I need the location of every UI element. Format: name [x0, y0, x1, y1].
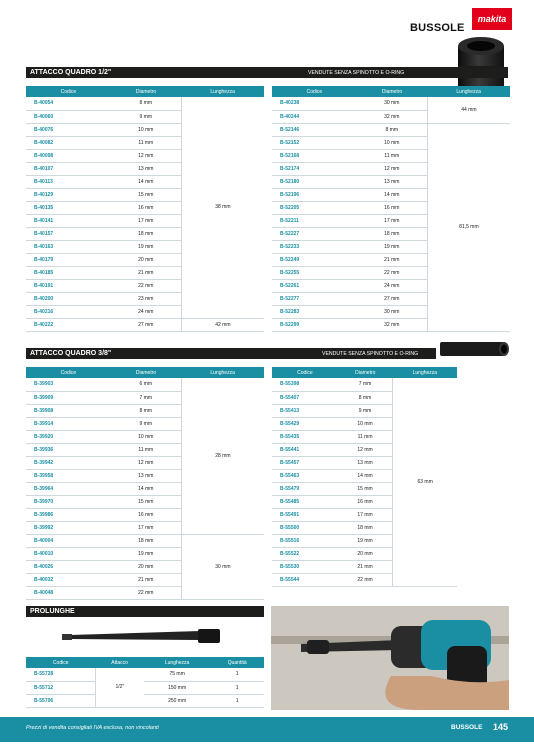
code-cell: B-52205: [272, 201, 357, 214]
diameter-cell: 19 mm: [357, 240, 428, 253]
diameter-cell: 27 mm: [357, 292, 428, 305]
table-3-8-right: [272, 367, 457, 587]
code-cell: B-40244: [272, 110, 357, 123]
table-prolunghe: [26, 657, 264, 708]
diameter-cell: 12 mm: [111, 456, 182, 469]
diameter-cell: 10 mm: [338, 417, 393, 430]
length-cell: 81,5 mm: [427, 123, 510, 331]
length-cell: 150 mm: [144, 681, 211, 694]
code-cell: B-55479: [272, 482, 338, 495]
column-header: Codice: [272, 86, 357, 97]
code-cell: B-39909: [26, 391, 111, 404]
code-cell: B-55728: [26, 668, 95, 681]
impact-driver-photo: [271, 606, 509, 710]
diameter-cell: 11 mm: [357, 149, 428, 162]
code-cell: B-55407: [272, 391, 338, 404]
diameter-cell: 11 mm: [338, 430, 393, 443]
code-cell: B-40004: [26, 534, 111, 547]
code-cell: B-55706: [26, 694, 95, 707]
diameter-cell: 12 mm: [338, 443, 393, 456]
code-cell: B-39908: [26, 404, 111, 417]
length-cell: 75 mm: [144, 668, 211, 681]
diameter-cell: 14 mm: [338, 469, 393, 482]
page-title: BUSSOLE: [410, 22, 465, 34]
code-cell: B-39986: [26, 508, 111, 521]
code-cell: B-52255: [272, 266, 357, 279]
column-header: Diametro: [357, 86, 428, 97]
code-cell: B-55544: [272, 573, 338, 586]
table-row: [26, 534, 264, 547]
diameter-cell: 20 mm: [111, 253, 182, 266]
attacco-cell: 1/2": [95, 668, 143, 707]
diameter-cell: 22 mm: [357, 266, 428, 279]
code-cell: B-40010: [26, 547, 111, 560]
table-1-2-right: [272, 86, 510, 332]
code-cell: B-40032: [26, 573, 111, 586]
code-cell: B-52168: [272, 149, 357, 162]
code-cell: B-39942: [26, 456, 111, 469]
diameter-cell: 23 mm: [111, 292, 182, 305]
column-header: Diametro: [338, 367, 393, 378]
diameter-cell: 22 mm: [338, 573, 393, 586]
code-cell: B-55413: [272, 404, 338, 417]
diameter-cell: 8 mm: [338, 391, 393, 404]
length-cell: 63 mm: [393, 378, 457, 586]
code-cell: B-55485: [272, 495, 338, 508]
diameter-cell: 22 mm: [111, 586, 182, 599]
diameter-cell: 18 mm: [338, 521, 393, 534]
code-cell: B-52174: [272, 162, 357, 175]
product-photo: [271, 606, 509, 710]
diameter-cell: 10 mm: [111, 123, 182, 136]
diameter-cell: 20 mm: [338, 547, 393, 560]
column-header: Diametro: [111, 86, 182, 97]
column-header: Lunghezza: [181, 367, 264, 378]
code-cell: B-40222: [26, 318, 111, 331]
page-number: 145: [493, 722, 509, 732]
deep-socket-image: [440, 338, 512, 360]
table-row: [26, 378, 264, 391]
diameter-cell: 21 mm: [111, 573, 182, 586]
diameter-cell: 15 mm: [111, 495, 182, 508]
code-cell: B-39936: [26, 443, 111, 456]
length-cell: 44 mm: [427, 97, 510, 123]
diameter-cell: 12 mm: [111, 149, 182, 162]
code-cell: B-52277: [272, 292, 357, 305]
diameter-cell: 30 mm: [357, 97, 428, 110]
column-header: Codice: [26, 86, 111, 97]
diameter-cell: 18 mm: [111, 534, 182, 547]
column-header: Lunghezza: [393, 367, 457, 378]
code-cell: B-55398: [272, 378, 338, 391]
code-cell: B-39992: [26, 521, 111, 534]
code-cell: B-39958: [26, 469, 111, 482]
diameter-cell: 16 mm: [357, 201, 428, 214]
diameter-cell: 18 mm: [357, 227, 428, 240]
diameter-cell: 19 mm: [111, 547, 182, 560]
diameter-cell: 17 mm: [357, 214, 428, 227]
table-row: [26, 694, 264, 707]
code-cell: B-40129: [26, 188, 111, 201]
code-cell: B-40076: [26, 123, 111, 136]
code-cell: B-52180: [272, 175, 357, 188]
code-cell: B-52233: [272, 240, 357, 253]
diameter-cell: 17 mm: [111, 214, 182, 227]
diameter-cell: 6 mm: [111, 378, 182, 391]
length-cell: 28 mm: [181, 378, 264, 534]
code-cell: B-40238: [272, 97, 357, 110]
code-cell: B-55441: [272, 443, 338, 456]
code-cell: B-55712: [26, 681, 95, 694]
code-cell: B-40107: [26, 162, 111, 175]
diameter-cell: 8 mm: [111, 97, 182, 110]
diameter-cell: 21 mm: [357, 253, 428, 266]
code-cell: B-55463: [272, 469, 338, 482]
code-cell: B-55491: [272, 508, 338, 521]
table-row: [272, 378, 457, 391]
diameter-cell: 11 mm: [111, 136, 182, 149]
diameter-cell: 32 mm: [357, 110, 428, 123]
diameter-cell: 19 mm: [111, 240, 182, 253]
code-cell: B-55530: [272, 560, 338, 573]
diameter-cell: 18 mm: [111, 227, 182, 240]
table-header-row: [26, 657, 264, 668]
code-cell: B-40141: [26, 214, 111, 227]
code-cell: B-55457: [272, 456, 338, 469]
diameter-cell: 13 mm: [111, 469, 182, 482]
code-cell: B-55429: [272, 417, 338, 430]
code-cell: B-40113: [26, 175, 111, 188]
diameter-cell: 16 mm: [338, 495, 393, 508]
diameter-cell: 8 mm: [357, 123, 428, 136]
diameter-cell: 13 mm: [111, 162, 182, 175]
code-cell: B-40157: [26, 227, 111, 240]
diameter-cell: 15 mm: [111, 188, 182, 201]
diameter-cell: 30 mm: [357, 305, 428, 318]
code-cell: B-40200: [26, 292, 111, 305]
table-header-row: [272, 367, 457, 378]
section-title-1-2: ATTACCO QUADRO 1/2": [26, 67, 508, 78]
diameter-cell: 32 mm: [357, 318, 428, 331]
diameter-cell: 21 mm: [111, 266, 182, 279]
code-cell: B-40048: [26, 586, 111, 599]
diameter-cell: 13 mm: [338, 456, 393, 469]
diameter-cell: 7 mm: [111, 391, 182, 404]
diameter-cell: 24 mm: [111, 305, 182, 318]
diameter-cell: 14 mm: [357, 188, 428, 201]
diameter-cell: 13 mm: [357, 175, 428, 188]
diameter-cell: 9 mm: [338, 404, 393, 417]
code-cell: B-39964: [26, 482, 111, 495]
section-title-3-8: ATTACCO QUADRO 3/8": [26, 348, 436, 359]
quantity-cell: 1: [210, 694, 264, 707]
length-cell: 38 mm: [181, 97, 264, 318]
code-cell: B-40026: [26, 560, 111, 573]
diameter-cell: 9 mm: [111, 417, 182, 430]
code-cell: B-40216: [26, 305, 111, 318]
column-header: Lunghezza: [144, 657, 211, 668]
code-cell: B-40082: [26, 136, 111, 149]
table-row: [26, 681, 264, 694]
quantity-cell: 1: [210, 668, 264, 681]
diameter-cell: 14 mm: [111, 482, 182, 495]
table-header-row: [26, 86, 264, 97]
diameter-cell: 7 mm: [338, 378, 393, 391]
table-row: [26, 668, 264, 681]
column-header: Codice: [272, 367, 338, 378]
diameter-cell: 24 mm: [357, 279, 428, 292]
table-1-2-left: [26, 86, 264, 332]
diameter-cell: 15 mm: [338, 482, 393, 495]
code-cell: B-52283: [272, 305, 357, 318]
code-cell: B-52261: [272, 279, 357, 292]
code-cell: B-52146: [272, 123, 357, 136]
column-header: Attacco: [95, 657, 143, 668]
makita-logo: makita: [472, 8, 512, 30]
code-cell: B-40098: [26, 149, 111, 162]
diameter-cell: 10 mm: [111, 430, 182, 443]
code-cell: B-52227: [272, 227, 357, 240]
diameter-cell: 17 mm: [338, 508, 393, 521]
section-note-3-8: VENDUTE SENZA SPINOTTO E O-RING: [322, 351, 419, 357]
code-cell: B-52211: [272, 214, 357, 227]
length-cell: 30 mm: [181, 534, 264, 599]
price-disclaimer: Prezzi di vendita consigliati IVA esclusa, non vincolanti: [26, 725, 159, 731]
code-cell: B-39914: [26, 417, 111, 430]
column-header: Lunghezza: [181, 86, 264, 97]
diameter-cell: 12 mm: [357, 162, 428, 175]
table-row: [26, 318, 264, 331]
table-row: [272, 123, 510, 136]
diameter-cell: 17 mm: [111, 521, 182, 534]
code-cell: B-52196: [272, 188, 357, 201]
diameter-cell: 10 mm: [357, 136, 428, 149]
diameter-cell: 19 mm: [338, 534, 393, 547]
code-cell: B-39903: [26, 378, 111, 391]
column-header: Codice: [26, 657, 95, 668]
diameter-cell: 27 mm: [111, 318, 182, 331]
table-row: [272, 97, 510, 110]
code-cell: B-55435: [272, 430, 338, 443]
column-header: Quantità: [210, 657, 264, 668]
code-cell: B-40163: [26, 240, 111, 253]
code-cell: B-39970: [26, 495, 111, 508]
length-cell: 42 mm: [181, 318, 264, 331]
section-title-prolunghe: PROLUNGHE: [26, 606, 264, 617]
code-cell: B-52152: [272, 136, 357, 149]
diameter-cell: 22 mm: [111, 279, 182, 292]
code-cell: B-40191: [26, 279, 111, 292]
code-cell: B-52299: [272, 318, 357, 331]
table-row: [26, 97, 264, 110]
column-header: Lunghezza: [427, 86, 510, 97]
diameter-cell: 16 mm: [111, 508, 182, 521]
code-cell: B-55500: [272, 521, 338, 534]
diameter-cell: 14 mm: [111, 175, 182, 188]
code-cell: B-40060: [26, 110, 111, 123]
diameter-cell: 11 mm: [111, 443, 182, 456]
footer-section: BUSSOLE: [451, 724, 483, 731]
code-cell: B-40135: [26, 201, 111, 214]
code-cell: B-40185: [26, 266, 111, 279]
column-header: Codice: [26, 367, 111, 378]
diameter-cell: 16 mm: [111, 201, 182, 214]
table-3-8-left: [26, 367, 264, 600]
diameter-cell: 8 mm: [111, 404, 182, 417]
diameter-cell: 21 mm: [338, 560, 393, 573]
diameter-cell: 20 mm: [111, 560, 182, 573]
diameter-cell: 9 mm: [111, 110, 182, 123]
column-header: Diametro: [111, 367, 182, 378]
code-cell: B-39920: [26, 430, 111, 443]
extension-bar-image: [60, 626, 240, 648]
table-header-row: [272, 86, 510, 97]
page-footer: [0, 717, 534, 742]
code-cell: B-55516: [272, 534, 338, 547]
length-cell: 250 mm: [144, 694, 211, 707]
code-cell: B-55522: [272, 547, 338, 560]
section-note-1-2: VENDUTE SENZA SPINOTTO E O-RING: [308, 70, 405, 76]
table-header-row: [26, 367, 264, 378]
quantity-cell: 1: [210, 681, 264, 694]
code-cell: B-52249: [272, 253, 357, 266]
code-cell: B-40179: [26, 253, 111, 266]
code-cell: B-40054: [26, 97, 111, 110]
